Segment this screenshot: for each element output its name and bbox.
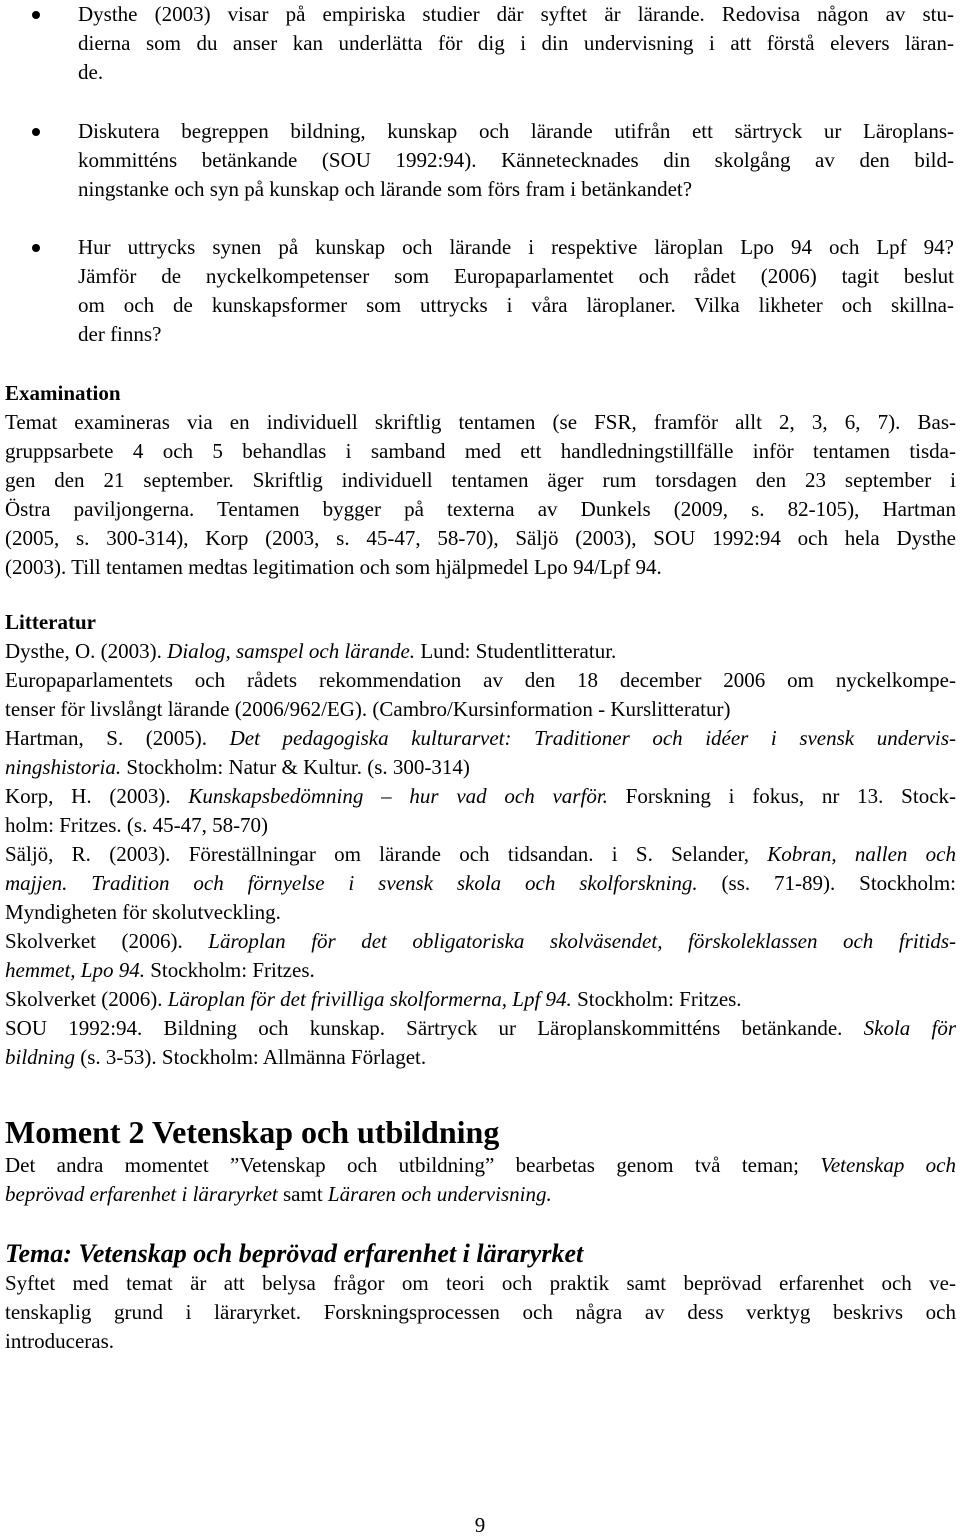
reference-item-continued: holm: Fritzes. (s. 45-47, 58-70) [5,813,269,837]
reference-item: Korp, H. (2003). Kunskapsbedömning – hur vad och varför. Forskning i fokus, nr 13. Stock- [5,784,957,808]
list-item-line: dierna som du anser kan underlätta för dig i din undervisning i att förstå elevers läran- [78,31,954,55]
list-item-line: kommitténs betänkande (SOU 1992:94). Kännetecknades din skolgång av den bild- [78,148,954,172]
reference-item-continued: bildning (s. 3-53). Stockholm: Allmänna Förlaget. [5,1045,427,1069]
moment-section [5,1114,956,1209]
list-item-line: der finns? [78,322,162,346]
list-item-line: om och de kunskapsformer som uttrycks i våra läroplaner. Vilka likheter och skillna- [78,293,954,317]
reference-item: Skolverket (2006). Läroplan för det obligatoriska skolväsendet, förskoleklassen och fritids- [5,929,956,953]
reference-item: Europaparlamentets och rådets rekommendation av den 18 december 2006 om nyckelkompe- [5,668,956,692]
paragraph-line: gruppsarbete 4 och 5 behandlas i samband med ett handledningstillfälle inför tentamen tisda- [5,439,956,463]
bullet-icon [32,244,40,252]
paragraph-line: Syftet med temat är att belysa frågor om teori och praktik samt beprövad erfarenhet och ve- [5,1271,956,1295]
reference-item: Dysthe, O. (2003). Dialog, samspel och lärande. Lund: Studentlitteratur. [5,639,617,663]
reference-item-continued: hemmet, Lpo 94. Stockholm: Fritzes. [5,958,315,982]
paragraph-line: tenskaplig grund i läraryrket. Forskningsprocessen och några av dess verktyg beskrivs och [5,1300,956,1324]
paragraph [5,1269,956,1356]
list-item-line: ningstanke och syn på kunskap och lärande som förs fram i betänkandet? [78,177,693,201]
paragraph-line: gen den 21 september. Skriftlig individuell tentamen äger rum torsdagen den 23 september i [5,468,956,492]
paragraph-line: Temat examineras via en individuell skriftlig tentamen (se FSR, framför allt 2, 3, 6, 7). Bas- [5,410,956,434]
list-item [0,0,960,87]
list-item-line: de. [78,60,104,84]
paragraph-line: Det andra momentet ”Vetenskap och utbildning” bearbetas genom två teman; Vetenskap och [5,1153,957,1177]
list-item-line: Hur uttrycks synen på kunskap och lärande i respektive läroplan Lpo 94 och Lpf 94? [78,235,954,259]
list-item-line: Diskutera begreppen bildning, kunskap och lärande utifrån ett särtryck ur Läroplans- [78,119,954,143]
reference-item-continued: majjen. Tradition och förnyelse i svensk skola och skolforskning. (ss. 71-89). Stockholm: [5,871,956,895]
chapter-heading: Moment 2 Vetenskap och utbildning [5,1114,500,1150]
paragraph-line: Östra paviljongerna. Tentamen bygger på texterna av Dunkels (2009, s. 82-105), Hartman [5,497,956,521]
list-item-line: Jämför de nyckelkompetenser som Europaparlamentet och rådet (2006) tagit beslut [78,264,954,288]
section-heading: Examination [5,381,121,405]
paragraph-line: introduceras. [5,1329,115,1353]
theme-section [5,1239,956,1356]
reference-item: Säljö, R. (2003). Föreställningar om lärande och tidsandan. i S. Selander, Kobran, nallen och [5,842,956,866]
theme-heading: Tema: Vetenskap och beprövad erfarenhet i läraryrket [5,1239,584,1268]
paragraph-line: (2003). Till tentamen medtas legitimation och som hjälpmedel Lpo 94/Lpf 94. [5,555,662,579]
literature-section [5,608,956,1072]
bullet-icon [32,128,40,136]
paragraph [5,1151,956,1209]
list-item [0,233,960,349]
bullet-icon [32,11,40,19]
section-heading: Litteratur [5,610,96,634]
reference-item: Hartman, S. (2005). Det pedagogiska kulturarvet: Traditioner och idéer i svensk undervis- [5,726,957,750]
reference-item-continued: Myndigheten för skolutveckling. [5,900,281,924]
paragraph-line: beprövad erfarenhet i läraryrket samt Läraren och undervisning. [5,1182,552,1206]
reference-item: Skolverket (2006). Läroplan för det frivilliga skolformerna, Lpf 94. Stockholm: Fritzes. [5,987,742,1011]
paragraph-line: (2005, s. 300-314), Korp (2003, s. 45-47, 58-70), Säljö (2003), SOU 1992:94 och hela Dysthe [5,526,956,550]
page-number: 9 [474,1513,486,1537]
list-item-line: Dysthe (2003) visar på empiriska studier där syftet är lärande. Redovisa någon av stu- [78,2,954,26]
reference-item: SOU 1992:94. Bildning och kunskap. Särtryck ur Läroplanskommitténs betänkande. Skola för [5,1016,956,1040]
list-item [0,117,960,204]
reference-item-continued: tenser för livslångt lärande (2006/962/EG). (Cambro/Kursinformation - Kurslitteratur) [5,697,731,721]
reference-item-continued: ningshistoria. Stockholm: Natur & Kultur. (s. 300-314) [5,755,470,779]
examination-section [5,379,956,582]
